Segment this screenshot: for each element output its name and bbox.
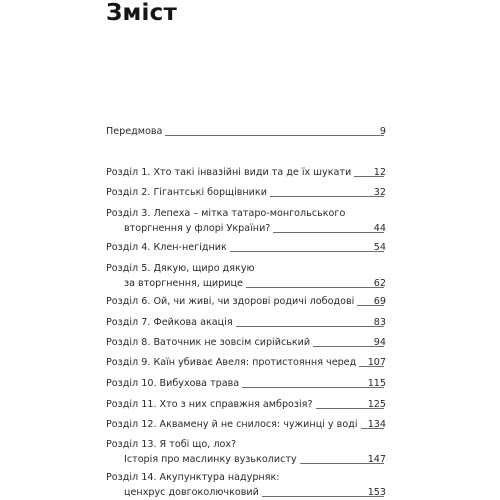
toc-entry-title-continued: вторгнення у флорі України? [124,223,271,234]
toc-page-number: 12 [373,167,386,178]
toc-entry-title: Розділ 12. Аквамену й не снилося: чужинці у воді [106,419,358,430]
toc-entry-title: Розділ 1. Хто такі інвазійні види та де їх шукати [106,167,352,178]
toc-entry-chapter-9 [106,355,384,370]
toc-entry-chapter-6 [106,294,384,309]
toc-page-number: 153 [367,487,386,498]
toc-page-number: 83 [373,317,386,328]
toc-entry-chapter-3 [106,206,384,236]
toc-entry-title-continued: Історія про маслинку вузьколисту [124,454,297,465]
page-title: Зміст [106,0,177,26]
toc-entry-chapter-2 [106,185,384,200]
toc-entry-title-continued: за вторгнення, щирице [124,278,243,289]
toc-entry-chapter-13 [106,437,384,467]
toc-entry-chapter-14 [106,470,384,500]
toc-entry-chapter-8 [106,335,384,350]
toc-page-number: 9 [379,126,386,137]
toc-page-number: 134 [367,419,386,430]
toc-page-number: 62 [373,278,386,289]
toc-entry-foreword [106,124,384,139]
toc-entry-title: Розділ 4. Клен-негідник [106,242,227,253]
toc-page-number: 44 [373,223,386,234]
toc-entry-chapter-11 [106,397,384,412]
toc-entry-title: Розділ 11. Хто з них справжня амброзія? [106,399,313,410]
toc-entry-title: Розділ 14. Акупунктура надурняк: [106,472,280,483]
toc-entry-chapter-12 [106,417,384,432]
toc-entry-chapter-7 [106,315,384,330]
toc-entry-chapter-10 [106,376,384,391]
toc-entry-chapter-1 [106,165,384,180]
toc-entry-chapter-4 [106,240,384,255]
toc-entry-title: Розділ 5. Дякую, щиро дякую [106,263,255,274]
toc-page-number: 32 [373,187,386,198]
toc-page-number: 94 [373,337,386,348]
toc-page-number: 125 [367,399,386,410]
toc-entry-title: Розділ 10. Вибухова трава [106,378,240,389]
toc-entry-title: Розділ 3. Лепеха – мітка татаро-монгольського [106,208,346,219]
toc-page-number: 107 [367,357,386,368]
toc-entry-chapter-5 [106,261,384,291]
toc-page-number: 115 [367,378,386,389]
toc-entry-title: Розділ 13. Я тобі що, лох? [106,439,237,450]
toc-entry-title-continued: ценхрус довгоколючковий [124,487,259,498]
toc-entry-title: Розділ 8. Ваточник не зовсім сирійський [106,337,311,348]
toc-entry-title: Передмова [106,126,163,137]
leader-line [165,135,384,136]
toc-entry-title: Розділ 7. Фейкова акація [106,317,233,328]
toc-page-number: 69 [373,296,386,307]
toc-page-number: 54 [373,242,386,253]
toc-entry-title: Розділ 9. Каїн убиває Авеля: протистояння черед [106,357,357,368]
toc-entry-title: Розділ 2. Гігантські борщівники [106,187,267,198]
toc-page-number: 147 [367,454,386,465]
toc-entry-title: Розділ 6. Ой, чи живі, чи здорові родичі лободові [106,296,355,307]
